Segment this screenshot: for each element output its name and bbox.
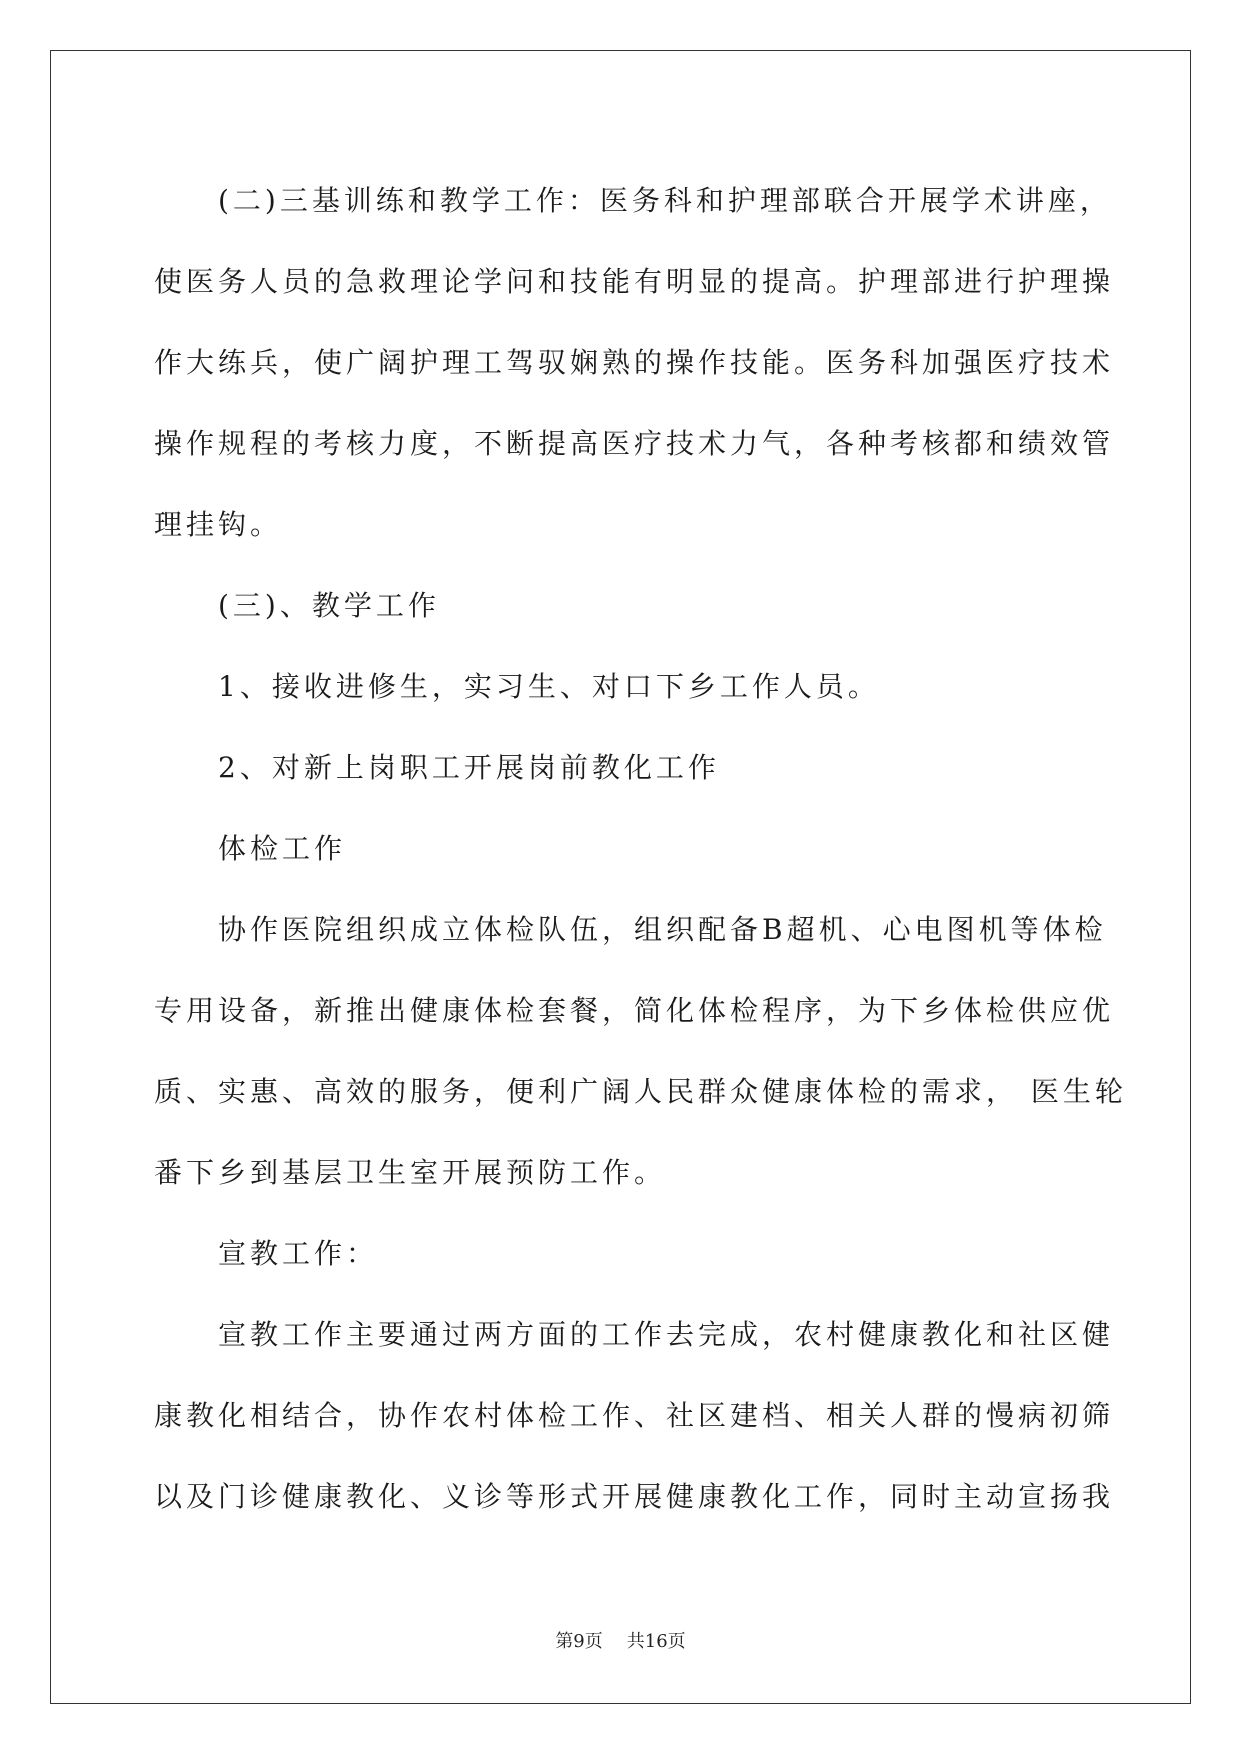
- total-page-count: 共16页: [626, 1631, 686, 1652]
- paragraph-training-teaching: [154, 160, 1115, 565]
- text-line: 宣教工作：: [218, 1237, 379, 1270]
- list-item-1: [154, 646, 1094, 727]
- text-line: 专用设备，新推出健康体检套餐，简化体检程序，为下乡体检供应优: [154, 994, 1115, 1027]
- text-line: 使医务人员的急救理论学问和技能有明显的提高。护理部进行护理操: [154, 265, 1115, 298]
- text-line: 1、接收进修生，实习生、对口下乡工作人员。: [218, 670, 880, 703]
- text-line: 康教化相结合，协作农村体检工作、社区建档、相关人群的慢病初筛: [154, 1399, 1115, 1432]
- heading-physical-exam: [154, 808, 1094, 889]
- text-line: 操作规程的考核力度，不断提高医疗技术力气，各种考核都和绩效管: [154, 427, 1115, 460]
- text-line: 理挂钩。: [154, 508, 283, 541]
- text-line: 以及门诊健康教化、义诊等形式开展健康教化工作，同时主动宣扬我: [154, 1480, 1115, 1513]
- text-line: 协作医院组织成立体检队伍，组织配备B超机、心电图机等体检: [218, 913, 1107, 946]
- text-line: (三)、教学工作: [218, 589, 440, 622]
- text-line: 质、实惠、高效的服务，便利广阔人民群众健康体检的需求， 医生轮: [154, 1075, 1127, 1108]
- page-footer: [0, 1630, 1241, 1654]
- document-body: [154, 160, 1127, 1537]
- list-item-2: [154, 727, 1094, 808]
- text-line: 作大练兵，使广阔护理工驾驭娴熟的操作技能。医务科加强医疗技术: [154, 346, 1115, 379]
- current-page-number: 第9页: [555, 1631, 603, 1652]
- text-line: 体检工作: [218, 832, 347, 865]
- text-line: (二)三基训练和教学工作：医务科和护理部联合开展学术讲座，: [218, 184, 1112, 217]
- text-line: 宣教工作主要通过两方面的工作去完成，农村健康教化和社区健: [218, 1318, 1115, 1351]
- text-line: 番下乡到基层卫生室开展预防工作。: [154, 1156, 667, 1189]
- paragraph-physical-exam: [154, 889, 1127, 1213]
- paragraph-health-education: [154, 1294, 1115, 1537]
- heading-teaching-work: [154, 565, 1094, 646]
- heading-health-education: [154, 1213, 1094, 1294]
- text-line: 2、对新上岗职工开展岗前教化工作: [218, 751, 720, 784]
